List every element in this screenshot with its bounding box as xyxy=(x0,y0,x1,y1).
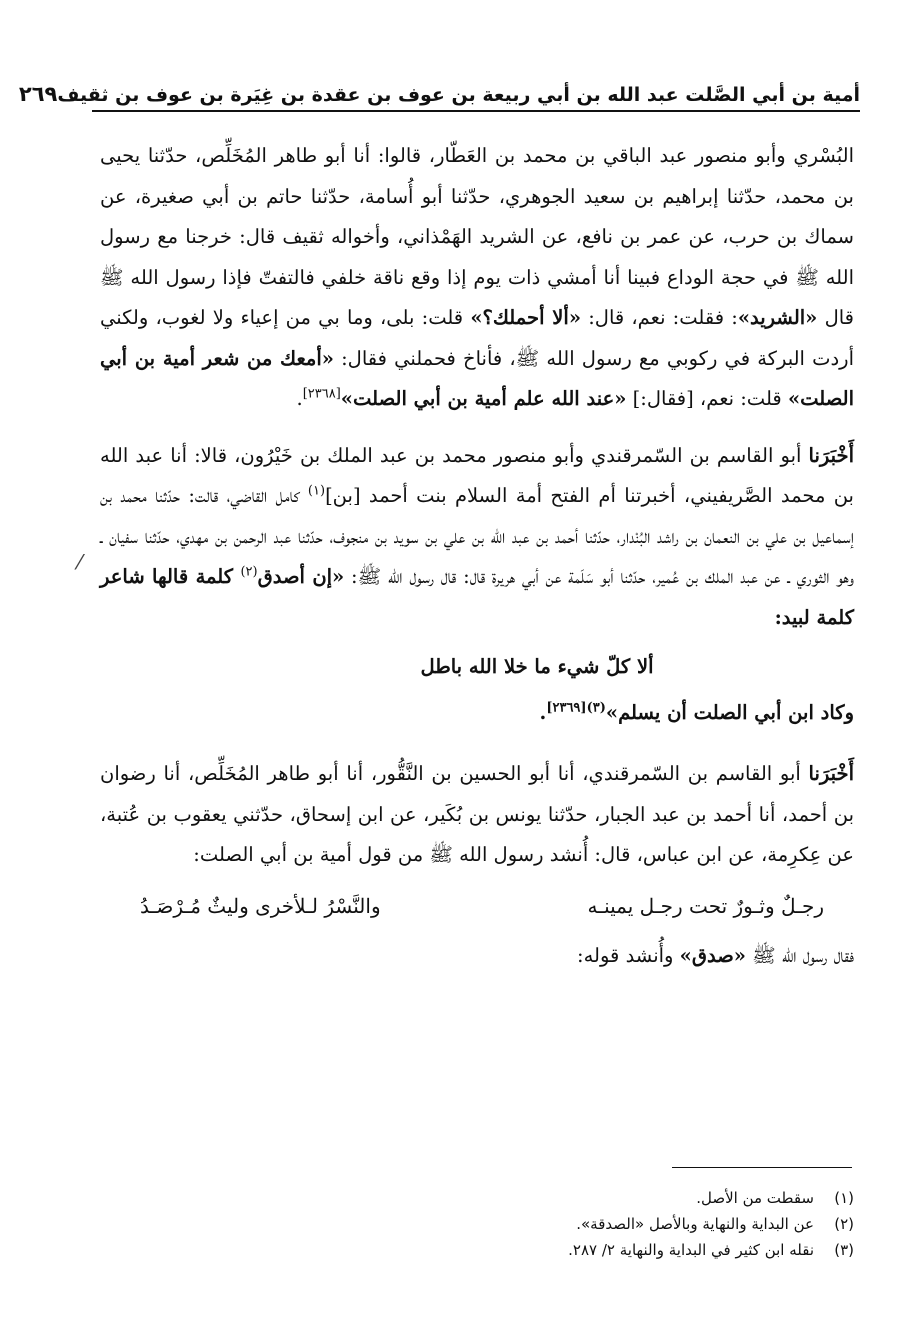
footnote-number: (٢) xyxy=(834,1215,854,1233)
footnote xyxy=(100,1237,854,1263)
bold-text-segment: «أمعك من شعر أمية بن أبي الصلت» xyxy=(100,346,854,410)
closing-line xyxy=(100,936,854,977)
text-segment: قلت: نعم، [فقال:] xyxy=(626,387,788,410)
text-segment: . xyxy=(296,387,303,410)
text-segment: كامل القاضي، قالت: حدّثنا محمد بن إسماعيل بن علي بن النعمان بن راشد البُنْدار، حدّثنا أحمد بن عبد الله بن علي بن سويد بن منجوف، حدّثنا عبد الرحمن بن مهدي، حدّثنا سفيان ـ وهو الثوري ـ عن عبد الملك بن عُمير، حدّثنا أبو سَلَمة عن أبي هريرة قال: قال رسول الله ﷺ: xyxy=(100,484,854,588)
bold-text-segment: «إن أصدق xyxy=(257,565,345,588)
footnote xyxy=(100,1211,854,1237)
paragraph-hadith-labid xyxy=(100,436,854,639)
verse-closing xyxy=(100,690,854,736)
poem-verse xyxy=(140,880,824,932)
main-text xyxy=(100,136,854,976)
footnote-text: عن البداية والنهاية وبالأصل «الصدقة». xyxy=(576,1215,814,1233)
footnote-divider xyxy=(672,1167,852,1168)
paragraph-hadith-sharid xyxy=(100,136,854,420)
running-header xyxy=(18,70,860,112)
verse-closing-refs: (٣)[٢٣٦٩] xyxy=(546,700,606,716)
text-segment: أبو القاسم بن السّمرقندي وأبو منصور محمد بن عبد الملك بن خَيْرُون، قالا: أنا عبد الله بن محمد الصَّريفيني، أخبرتنا أم الفتح أمة السلام بنت أحمد [بن] xyxy=(100,443,854,507)
paragraph-poem-intro xyxy=(100,754,854,876)
reference-marker: [٢٣٦٨] xyxy=(302,386,341,402)
closing-line-after: وأُنشد قوله: xyxy=(577,943,680,967)
bold-text-segment: «ألا أحملك؟» xyxy=(470,306,582,329)
footnote-text: نقله ابن كثير في البداية والنهاية ٢/ ٢٨٧. xyxy=(568,1241,814,1259)
bold-text-segment: «عند الله علم أمية بن أبي الصلت» xyxy=(340,387,627,410)
bold-text-segment: أَخْبَرَنا xyxy=(808,443,854,467)
margin-mark: ⁄ xyxy=(78,550,82,574)
poem-hemistich-second: والنَّسْرُ لـلأخرى وليثٌ مُـرْصَـدُ xyxy=(140,893,381,918)
footnote-text: سقطت من الأصل. xyxy=(696,1189,814,1207)
text-segment: قلت: بلى، وما بي من إعياء ولا لغوب، ولكني أردت البركة في ركوبي مع رسول الله ﷺ، فأناخ فحملني فقال: xyxy=(100,306,854,370)
closing-line-quote: «صدق» xyxy=(679,943,746,967)
text-segment: أبو القاسم بن السّمرقندي، أنا أبو الحسين بن النَّقُّور، أنا أبو طاهر المُخَلِّص، أنا رضوان بن أحمد، أنا أحمد بن عبد الجبار، حدّثنا يونس بن بُكَير، عن ابن إسحاق، حدّثني يعقوب بن عُتبة، عن عِكرِمة، عن ابن عباس، قال: أُنشد رسول الله ﷺ من قول أمية بن أبي الصلت: xyxy=(100,762,854,866)
verse-quote: ألا كلّ شيء ما خلا الله باطل xyxy=(420,655,654,678)
running-title: أمية بن أبي الصَّلت عبد الله بن أبي ربيعة بن عوف بن عقدة بن غِيَرة بن عوف بن ثقيف xyxy=(57,84,860,106)
footnote xyxy=(100,1185,854,1211)
verse-closing-end: . xyxy=(539,701,547,724)
verse-closing-text: وكاد ابن أبي الصلت أن يسلم» xyxy=(605,701,854,724)
reference-marker: (١) xyxy=(307,483,326,499)
text-segment: : فقلت: نعم، قال: xyxy=(581,306,738,329)
bold-text-segment: أَخْبَرَنا xyxy=(808,762,854,785)
bold-text-segment: «الشريد» xyxy=(737,306,818,329)
bold-text-segment: كلمة قالها شاعر كلمة لبيد: xyxy=(100,565,854,629)
footnote-number: (١) xyxy=(834,1189,854,1207)
closing-line-before: فقال رسول الله ﷺ xyxy=(745,943,854,967)
page-number: ٢٦٩ xyxy=(18,82,58,106)
text-segment: البُسْري وأبو منصور عبد الباقي بن محمد بن العَطّار، قالوا: أنا أبو طاهر المُخَلِّص، حدّثنا يحيى بن محمد، حدّثنا إبراهيم بن سعيد الجوهري، حدّثنا أبو أُسامة، حدّثنا حاتم بن أبي صغيرة، عن سماك بن حرب، عن عمر بن نافع، عن الشريد الهَمْذاني، وأخواله ثقيف قال: خرجنا مع رسول الله ﷺ في حجة الوداع فبينا أنا أمشي ذات يوم إذا وقع ناقة خلفي فالتفتّ فإذا رسول الله ﷺ قال xyxy=(100,144,854,329)
reference-marker: (٢) xyxy=(240,564,258,580)
poem-hemistich-first: رجـلٌ وثـورٌ تحت رجـل يمينـه xyxy=(587,893,824,918)
footnote-number: (٣) xyxy=(834,1241,854,1259)
footnotes xyxy=(100,1185,854,1263)
